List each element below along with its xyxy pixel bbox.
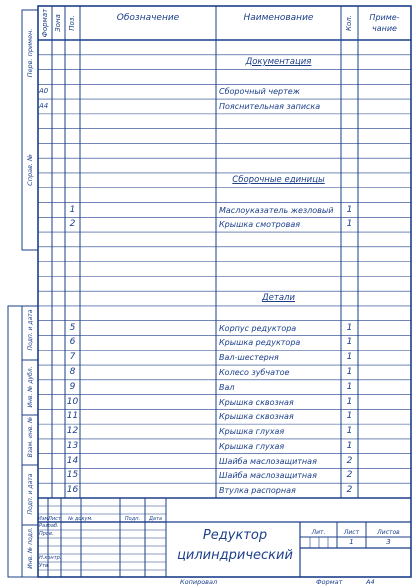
tb-approved: Утв. bbox=[39, 563, 50, 569]
row-position: 10 bbox=[66, 396, 79, 407]
left-strip-lower bbox=[8, 306, 22, 577]
row-position: 14 bbox=[66, 455, 79, 466]
row-qty: 1 bbox=[346, 411, 353, 422]
row-name: Колесо зубчатое bbox=[219, 368, 290, 378]
row-position: 8 bbox=[69, 367, 76, 378]
row-qty: 1 bbox=[346, 352, 353, 363]
section-heading: Сборочные единицы bbox=[232, 174, 325, 185]
strip-replace-inv: Взам. инв. № bbox=[26, 416, 34, 458]
row-qty: 1 bbox=[346, 337, 353, 348]
tb-list: Лист bbox=[48, 516, 61, 522]
header-note-2: чание bbox=[372, 24, 397, 33]
strip-dup-inv: Инв. № дубл. bbox=[26, 366, 34, 408]
row-name: Крышка глухая bbox=[219, 427, 285, 437]
header-zone: Зона bbox=[54, 14, 62, 32]
row-qty: 2 bbox=[346, 485, 353, 496]
tb-norm-control: Н.контр. bbox=[39, 555, 62, 561]
row-format: А4 bbox=[39, 102, 49, 111]
section-heading: Детали bbox=[262, 293, 295, 304]
row-name: Корпус редуктора bbox=[219, 323, 297, 333]
row-name: Втулка распорная bbox=[219, 486, 296, 496]
tb-date: Дата bbox=[149, 516, 162, 522]
header-format: Формат bbox=[40, 8, 49, 38]
row-name: Шайба маслозащитная bbox=[219, 456, 317, 466]
row-position: 9 bbox=[69, 381, 76, 392]
row-name: Крышка сквозная bbox=[219, 412, 294, 422]
row-qty: 1 bbox=[346, 396, 353, 407]
tb-lit-label: Лит. bbox=[311, 529, 326, 536]
row-qty: 1 bbox=[346, 440, 353, 451]
row-qty: 1 bbox=[346, 381, 353, 392]
row-name: Крышка смотровая bbox=[219, 220, 301, 230]
strip-sign-date-bottom: Подп. и дата bbox=[26, 473, 34, 515]
tb-doc-no: № докум. bbox=[68, 516, 93, 522]
header-name: Наименование bbox=[243, 13, 314, 23]
row-qty: 1 bbox=[346, 426, 353, 437]
row-name: Маслоуказатель жезловый bbox=[219, 205, 334, 215]
row-position: 2 bbox=[69, 219, 76, 230]
row-position: 7 bbox=[69, 352, 76, 363]
row-qty: 1 bbox=[346, 322, 353, 333]
tb-sheets-value: 3 bbox=[386, 538, 391, 546]
row-position: 15 bbox=[66, 470, 79, 481]
row-qty: 1 bbox=[346, 219, 353, 230]
section-heading: Документация bbox=[245, 56, 312, 67]
row-qty: 1 bbox=[346, 204, 353, 215]
tb-sheet-value: 1 bbox=[349, 538, 354, 546]
strip-first-use: Перв. примен. bbox=[25, 28, 34, 78]
row-format: А0 bbox=[39, 87, 49, 96]
tb-sheets-label: Листов bbox=[377, 529, 400, 536]
tb-developed: Разраб. bbox=[39, 523, 59, 529]
header-note-1: Приме- bbox=[369, 13, 400, 22]
row-name: Сборочный чертеж bbox=[219, 87, 300, 97]
row-qty: 1 bbox=[346, 367, 353, 378]
footer-format-label: Формат bbox=[316, 578, 343, 586]
row-position: 6 bbox=[69, 337, 76, 348]
row-position: 13 bbox=[66, 440, 79, 451]
row-name: Крышка глухая bbox=[219, 441, 285, 451]
tb-sign: Подп. bbox=[124, 516, 141, 522]
row-position: 1 bbox=[69, 204, 76, 215]
tb-sheet-label: Лист bbox=[343, 529, 360, 536]
header-designation: Обозначение bbox=[116, 13, 180, 23]
row-name: Крышка редуктора bbox=[219, 338, 301, 348]
row-name: Крышка сквозная bbox=[219, 397, 294, 407]
row-position: 5 bbox=[69, 322, 76, 333]
row-name: Пояснительная записка bbox=[219, 102, 321, 112]
doc-title-line1: Редуктор bbox=[202, 528, 268, 543]
row-name: Шайба маслозащитная bbox=[219, 471, 317, 481]
footer-copied: Копировал bbox=[180, 578, 218, 586]
row-qty: 2 bbox=[346, 455, 353, 466]
doc-title-line2: цилиндрический bbox=[177, 548, 293, 563]
footer-format-value: А4 bbox=[366, 578, 375, 586]
strip-ref-no: Справ. № bbox=[25, 154, 34, 186]
row-qty: 2 bbox=[346, 470, 353, 481]
row-position: 12 bbox=[66, 426, 79, 437]
strip-sign-date-top: Подп. и дата bbox=[26, 309, 34, 351]
row-position: 11 bbox=[66, 411, 79, 422]
row-name: Вал bbox=[219, 382, 235, 392]
tb-checked: Пров. bbox=[39, 531, 54, 537]
strip-orig-inv: Инв. № подл. bbox=[26, 527, 34, 569]
header-pos: Поз. bbox=[68, 15, 76, 31]
tb-izm: Изм. bbox=[38, 516, 50, 522]
row-name: Вал-шестерня bbox=[219, 353, 279, 363]
header-qty: Кол. bbox=[345, 15, 353, 31]
row-position: 16 bbox=[66, 485, 79, 496]
